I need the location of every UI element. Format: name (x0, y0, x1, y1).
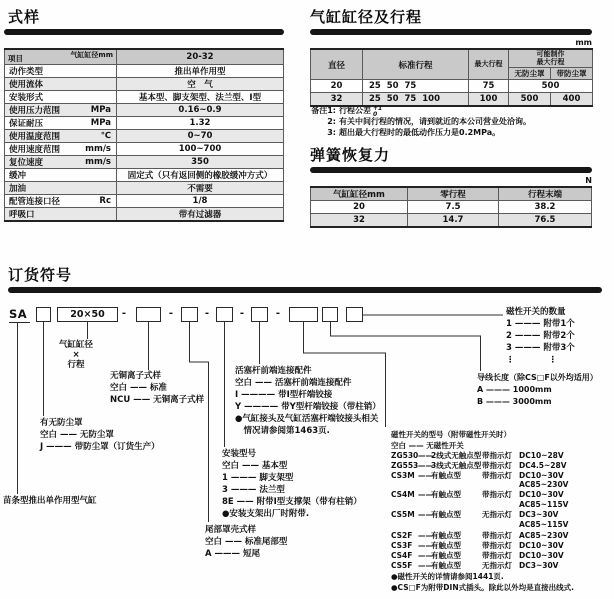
table-row (5, 116, 284, 129)
row-label: 配管连接口径 (9, 196, 61, 207)
code-box-ncu (136, 307, 161, 322)
switch-option-row: CS2F —— 有触点型 带指示灯 AC85~230V (391, 531, 569, 541)
row-unit: mm/s (85, 156, 111, 167)
row-label: 缓冲 (9, 170, 27, 181)
spring-title: 弹簧恢复力 (310, 146, 391, 164)
row-unit: MPa (90, 104, 111, 115)
switch-option-row: ZG530 —— 2线式无触点型 带指示灯 DC10~28V (391, 451, 564, 460)
col-header-with-cover: 带防尘罩 (551, 68, 593, 80)
row-value: 空 气 (117, 77, 284, 90)
col-header-bore: 气缸缸径mm (311, 187, 408, 201)
code-box-dust-cover (36, 307, 51, 322)
spec-bore-value: 20-32 (117, 49, 284, 64)
spec-title: 式样 (8, 8, 41, 26)
table-row (5, 103, 284, 116)
col-header-zero-stroke: 零行程 (408, 187, 499, 201)
code-box-switch-model (289, 307, 318, 322)
row-unit: Rc (99, 195, 111, 206)
mounting-option-label: 安装型号 空白 —— 基本型 1 ——— 脚支架型 3 ——— 法兰型 8E —— 附带I型支撑架（带有柱销） ●安装支架出厂时附带. (222, 449, 362, 519)
switch-option-row: AC85~115V (519, 519, 569, 529)
ncu-option-label: 无铜离子式样 空白 —— 标准 NCU —— 无铜离子式样 (110, 371, 205, 405)
order-title: 订货符号 (8, 266, 73, 284)
table-row (5, 64, 284, 77)
bore-stroke-table (310, 48, 593, 107)
switch-qty-option-label: 磁性开关的数量 1 ——— 附带1个 2 ——— 附带2个 3 ——— 附带3个 ⋮ ⋮ (506, 307, 575, 365)
row-value: 350 (117, 155, 284, 168)
row-label: 动作类型 (9, 66, 44, 77)
custom-max-no-cover: 500 (509, 93, 551, 106)
table-row (5, 155, 284, 168)
code-box-mounting (216, 307, 233, 322)
spring-title-bar (310, 167, 592, 173)
bore-stroke-title: 气缸缸径及行程 (310, 8, 423, 26)
switch-option-row: CS5M —— 有触点型 无指示灯 DC3~30V (391, 509, 559, 519)
tail-cover-option-label: 尾部罩壳式样 空白 —— 标准尾部型 A ——— 短尾 (205, 525, 288, 559)
separator-dash: - (239, 308, 245, 319)
switch-note: ●CS□F为附带DIN式插头。除此以外均是直接出线式. (391, 582, 574, 592)
order-code-diagram (0, 298, 614, 599)
col-header-std-stroke: 标准行程 (363, 49, 469, 80)
spec-diagonal-header (5, 49, 117, 64)
table-row (5, 194, 284, 207)
spring-table (310, 186, 592, 228)
bore-stroke-label: 气缸缸径 × 行程 (58, 340, 93, 370)
row-label: 保证耐压 (9, 118, 44, 129)
row-label: 加油 (9, 183, 27, 194)
tolerance-stack: +1 0 (373, 105, 383, 118)
row-value: 固定式（只有返回侧的橡胶缓冲方式） (117, 168, 284, 181)
table-row (5, 90, 284, 103)
bore-stroke-notes (310, 106, 531, 138)
std-stroke-values: 25 50 75 (363, 80, 469, 93)
table-row (311, 201, 592, 214)
row-label: 安装形式 (9, 92, 44, 103)
switch-option-row: CS3F —— 有触点型 带指示灯 DC10~30V (391, 541, 564, 551)
col-header-custom-max: 可能制作 最大行程 (509, 49, 593, 68)
order-prefix: SA (9, 307, 30, 323)
row-value: 0~70 (117, 129, 284, 142)
row-value: 1/8 (117, 194, 284, 207)
series-description-label: 苗条型推出单作用型气缸 (3, 496, 97, 506)
unit-mm: mm (575, 38, 592, 47)
separator-dash: - (204, 308, 210, 319)
table-row (311, 214, 592, 227)
rod-end-option-label: 活塞杆前端连接配件 空白 —— 活塞杆前端连接配件 I ———— 带I型杆端铰接 Y ———— 带Y型杆端铰接（带柱销） ●气缸接头及气缸活塞杆端铰接头相关 情况请参阅第1463页. (235, 366, 381, 436)
row-label: 使用流体 (9, 79, 44, 90)
note-3: 3: 超出最大行程时的最低动作压力是0.2MPa。 (327, 127, 501, 137)
spec-title-bar (4, 29, 284, 35)
code-box-lead-length (322, 307, 338, 322)
custom-max-with-cover: 400 (551, 93, 593, 106)
row-value: 带有过滤器 (117, 207, 284, 221)
switch-option-row: AC85~230V (519, 480, 569, 490)
row-unit: ℃ (100, 130, 111, 141)
code-box-rod-end (251, 307, 268, 322)
switch-option-row: ZG553 —— 3线式无触点型 带指示灯 DC4.5~28V (391, 460, 567, 470)
spring-bore: 20 (311, 201, 408, 214)
table-row (5, 207, 284, 221)
spring-end: 38.2 (499, 201, 592, 214)
row-label: 使用温度范围 (9, 131, 61, 142)
switch-model-option-label (391, 429, 574, 593)
note-1: 备注1: 行程公差 +1 0 (311, 105, 383, 118)
row-label: 使用速度范围 (9, 144, 61, 155)
spec-bore-header: 气缸缸径mm (70, 51, 113, 59)
code-box-tail-cover (181, 307, 198, 322)
max-stroke-value: 100 (469, 93, 509, 106)
max-stroke-value: 75 (469, 80, 509, 93)
col-header-no-cover: 无防尘罩 (509, 68, 551, 80)
dia-value: 20 (311, 80, 363, 93)
row-label: 使用压力范围 (9, 105, 61, 116)
row-unit: MPa (90, 117, 111, 128)
unit-n: N (585, 176, 592, 185)
table-row (5, 142, 284, 155)
table-row (5, 181, 284, 194)
row-unit: mm/s (85, 143, 111, 154)
table-row (311, 93, 593, 106)
col-header-max-stroke: 最大行程 (469, 49, 509, 80)
table-row (311, 80, 593, 93)
bore-stroke-title-bar (310, 29, 592, 35)
code-box-switch-qty (346, 307, 363, 322)
code-box-bore-stroke: 20×50 (57, 307, 118, 322)
spring-zero: 7.5 (408, 201, 499, 214)
table-row (5, 77, 284, 90)
spec-item-header: 项目 (8, 53, 23, 63)
separator-dash: - (121, 308, 127, 319)
row-value: 1.32 (117, 116, 284, 129)
switch-option-row: CS3M —— 有触点型 带指示灯 DC10~30V (391, 470, 564, 480)
spec-table (4, 48, 284, 222)
row-label: 呼吸口 (9, 209, 35, 220)
spring-end: 76.5 (499, 214, 592, 227)
table-row (5, 168, 284, 181)
row-value: 基本型、脚支架型、法兰型、I型 (117, 90, 284, 103)
spring-zero: 14.7 (408, 214, 499, 227)
row-value: 0.16~0.9 (117, 103, 284, 116)
separator-dash: - (275, 308, 281, 319)
switch-option-row: CS4M —— 有触点型 带指示灯 DC10~30V (391, 490, 564, 500)
separator-dash: - (168, 308, 174, 319)
col-header-stroke-end: 行程末端 (499, 187, 592, 201)
switch-option-row: CS4F —— 有触点型 带指示灯 DC10~30V (391, 550, 564, 560)
switch-option-row: CS5F —— 有触点型 无指示灯 DC3~30V (391, 560, 559, 570)
lead-length-option-label: 导线长度（除CS□F以外均适用） A ——— 1000mm B ——— 3000mm (477, 373, 598, 406)
switch-option-row: AC85~115V (519, 499, 569, 509)
row-value: 100~700 (117, 142, 284, 155)
switch-note: ●磁性开关的详情请参阅1441页. (391, 571, 504, 581)
custom-max-value: 500 (509, 80, 593, 93)
order-title-bar (8, 287, 602, 293)
switch-none-option: 空白 —— 无磁性开关 (391, 441, 464, 450)
table-row (5, 129, 284, 142)
switch-model-title: 磁性开关的型号（附带磁性开关时） (391, 430, 511, 439)
note-2: 2: 有关中间行程的情况，请到就近的本公司营业处洽询。 (327, 117, 531, 126)
row-value: 推出单作用型 (117, 64, 284, 77)
row-value: 不需要 (117, 181, 284, 194)
col-header-dia: 直径 (311, 49, 363, 80)
row-label: 复位速度 (9, 157, 44, 168)
std-stroke-values: 25 50 75 100 (363, 93, 469, 106)
dia-value: 32 (311, 93, 363, 106)
spring-bore: 32 (311, 214, 408, 227)
dust-cover-option-label: 有无防尘罩 空白 —— 无防尘罩 J ——— 带防尘罩（订货生产） (40, 418, 160, 452)
